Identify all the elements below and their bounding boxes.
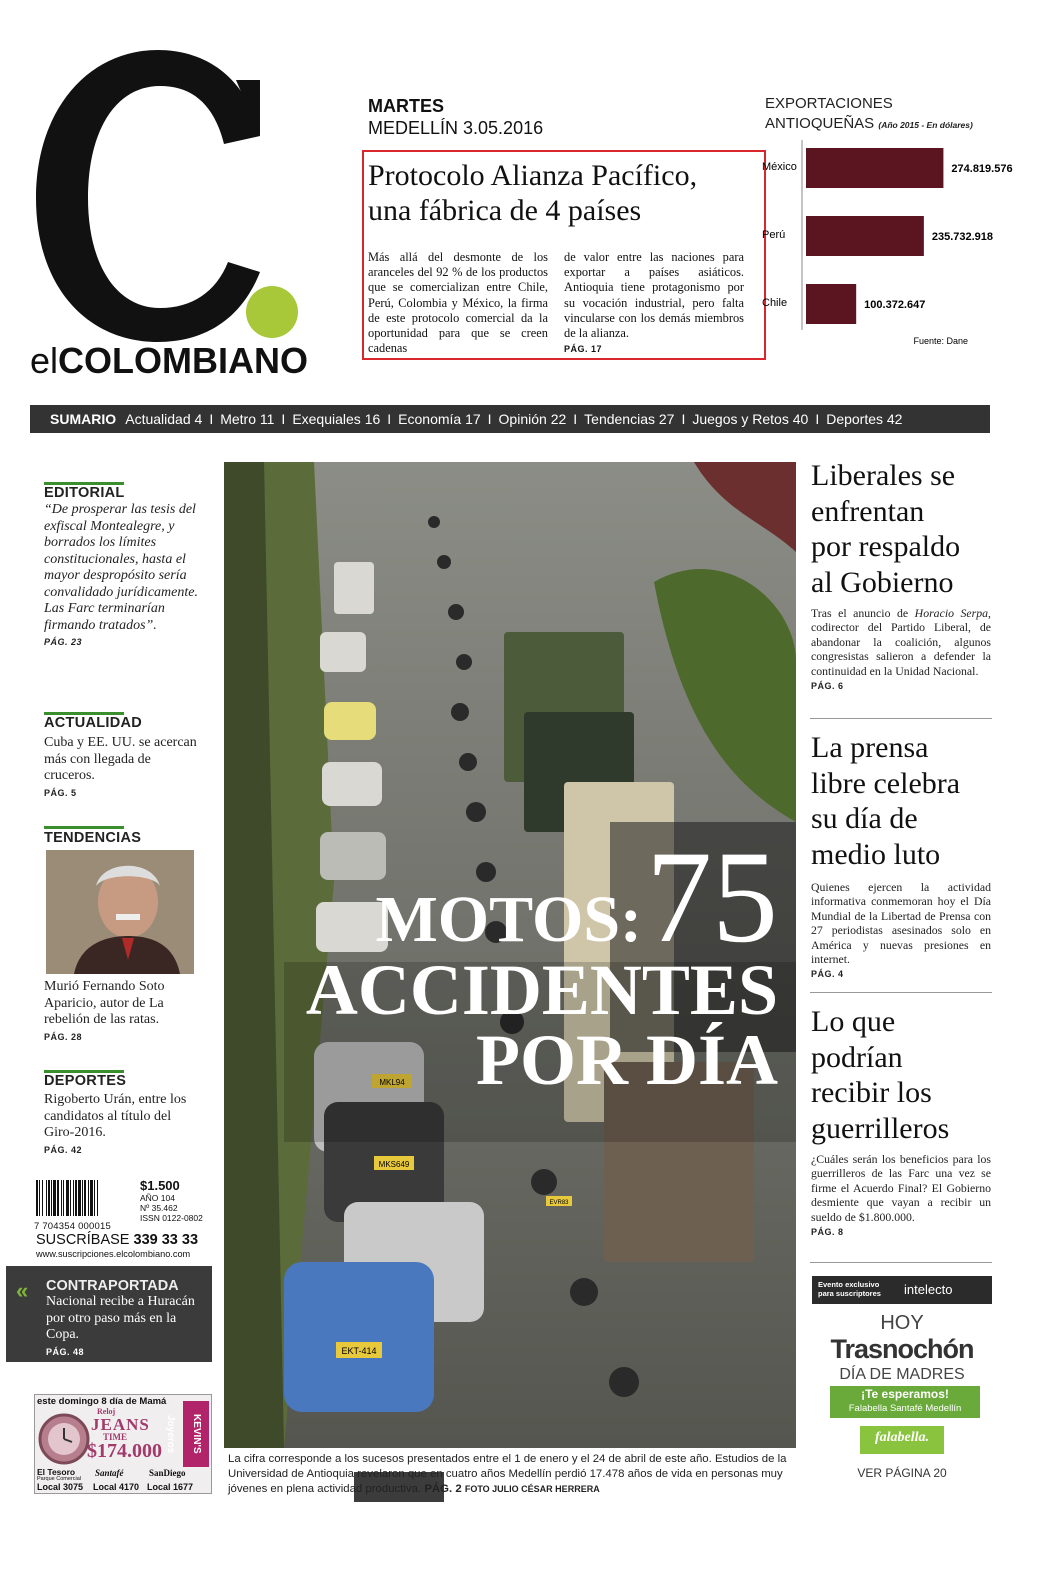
ad-mothers-day: este domingo 8 día de Mamá [37,1396,167,1407]
sumario-separator: I [487,411,492,427]
sumario-separator: I [815,411,820,427]
price: $1.500 [140,1178,180,1193]
svg-text:MKL94: MKL94 [379,1078,405,1087]
subscribe-url[interactable]: www.suscripciones.elcolombiano.com [36,1249,191,1259]
divider [810,992,992,993]
masthead-name: elCOLOMBIANO [30,340,309,381]
headline-por-dia: POR DÍA [476,1020,778,1100]
ad-price: $174.000 [87,1440,162,1462]
issue-info: AÑO 104 Nº 35.462 ISSN 0122-0802 [140,1193,203,1223]
sumario-separator: I [209,411,214,427]
tendencias-rule [44,826,124,829]
actualidad-label: ACTUALIDAD [44,715,143,731]
jeans-time-ad[interactable]: este domingo 8 día de Mamá Reloj JEANS TIME $174.000 KEVIN'S Joyeros El Tesoro Parque Comercial Local 3075 Santafé Local 4170 SanDiego Local 1677 [34,1394,212,1494]
main-headline[interactable] [305,823,778,1100]
svg-text:MKS649: MKS649 [378,1160,410,1169]
sumario-separator: I [573,411,578,427]
sumario-separator: I [681,411,686,427]
chart-value-label: 274.819.576 [951,163,1013,175]
photo-credit: FOTO JULIO CÉSAR HERRERA [464,1484,600,1494]
photo-caption: La cifra corresponde a los sucesos presentados entre el 1 de enero y el 24 de abril de este año. Estudios de la Universidad de Antioquia revelaron que en cuatro años Medellín perdió 17.478 años de vida en personas muy jóvenes en plena actividad productiva. PÁG. 2 FOTO JULIO CÉSAR HERRERA [228,1453,787,1495]
sumario-label: SUMARIO [50,411,117,427]
contraportada-teaser: Nacional recibe a Huracán por otro paso más en la Copa. PÁG. 48 [46,1294,195,1357]
chart-bar [806,284,856,324]
lead-headline[interactable]: Protocolo Alianza Pacífico, una fábrica de 4 países [368,159,698,227]
edition-date: MEDELLÍN 3.05.2016 [368,118,544,138]
svg-text:EVR83: EVR83 [549,1200,569,1206]
chart-value-label: 235.732.918 [931,231,994,243]
ad-trasnochon: Trasnochón [830,1334,974,1364]
ad-falabella: falabella. [874,1430,930,1445]
sumario-separator: I [387,411,392,427]
chart-bar [806,148,943,188]
main-photo-traffic[interactable] [224,462,796,1448]
tendencias-label: TENDENCIAS [44,830,142,846]
ad-intelecto: intelecto [904,1282,953,1297]
exports-bar-chart [762,140,1013,350]
trasnochon-ad[interactable]: Evento exclusivo para suscriptores intelecto HOY Trasnochón DÍA DE MADRES ¡Te esperamos! Falabella Santafé Medellín falabella. VER PÁGINA 20 [812,1276,992,1488]
el-colombiano-logo [28,40,298,350]
headline-accidentes: ACCIDENTES [305,950,778,1030]
edition-day: MARTES [368,96,444,116]
sumario-item[interactable]: Opinión 22 [498,411,567,427]
caption-page: PÁG. 2 [424,1483,462,1495]
editorial-label: EDITORIAL [44,485,125,501]
sumario-item[interactable]: Tendencias 27 [584,411,675,427]
subscribe-line[interactable]: SUSCRÍBASE 339 33 33 [36,1232,199,1248]
sumario-item[interactable]: Actualidad 4 [125,411,203,427]
lead-body-col-1: Más allá del desmonte de los aranceles del 92 % de los productos que se comercializan entre Chile, Perú, Colombia y México, la firma de este protocolo comercial da la oportunidad para que se creen cadenas [368,250,548,356]
sumario-item[interactable]: Juegos y Retos 40 [692,411,809,427]
tendencias-teaser[interactable]: Murió Fernando Soto Aparicio, autor de La rebelión de las ratas. PÁG. 28 [44,979,165,1042]
sumario-bar [30,405,990,433]
ad-ver-pagina: VER PÁGINA 20 [857,1466,947,1480]
fernando-soto-photo [46,850,194,974]
double-chevron-icon: « [16,1278,29,1303]
chart-subtitle: (Año 2015 - En dólares) [878,120,973,130]
ad-event-label: Evento exclusivo para suscriptores [818,1280,881,1298]
ad-kevins: KEVIN'S Joyeros [183,1401,209,1467]
story-guerrilleros-headline[interactable]: Lo que podrían recibir los guerrilleros [811,1005,950,1145]
sumario-separator: I [281,411,286,427]
story-prensa-headline[interactable]: La prensa libre celebra su día de medio luto [811,731,961,871]
divider [810,718,992,719]
divider [810,1262,992,1263]
chart-value-label: 100.372.647 [864,299,926,311]
sumario-item[interactable]: Economía 17 [398,411,481,427]
chart-bar [806,216,924,256]
barcode-digits: 7 704354 000015 [34,1221,111,1232]
story-liberales-body: Tras el anuncio de Horacio Serpa, codirector del Partido Liberal, de abandonar la coalición, algunos congresistas salieron a defender la continuidad en la Unidad Nacional. PÁG. 6 [811,606,991,692]
barcode [34,1180,136,1232]
svg-text:EKT-414: EKT-414 [341,1346,377,1356]
editorial-quote[interactable]: “De prosperar las tesis del exfiscal Montealegre, y borrados los límites constitucionales, hasta el mayor despropósito sería convalidado jurídicamente. Las Farc terminarían firmando tratados”. PÁG. 23 [44,502,198,647]
contraportada-label: CONTRAPORTADA [46,1278,179,1294]
lead-page-ref: PÁG. 17 [564,344,603,355]
lead-body-col-2: de valor entre las naciones para exportar a países asiáticos. Antioquia tiene protagonismo por su vocación industrial, pero falta vincularse con los demás miembros de la alianza. PÁG. 17 [564,250,744,355]
story-guerrilleros-body: ¿Cuáles serán los beneficios para los guerrilleros de las Farc una vez se firme el Acuerdo Final? El Gobierno desmiente que vayan a recibir un sueldo de $1.800.000. PÁG. 8 [811,1152,991,1238]
actualidad-teaser[interactable]: Cuba y EE. UU. se acercan más con llegada de cruceros. PÁG. 5 [44,735,197,798]
watch-icon [37,1411,91,1467]
sumario-item[interactable]: Metro 11 [220,411,275,427]
chart-category-label: Chile [762,297,788,309]
contraportada-box[interactable] [6,1266,212,1362]
chart-category-label: Perú [762,229,786,241]
sumario-item[interactable]: Exequiales 16 [292,411,381,427]
ad-brand-jeans: JEANS [91,1415,150,1434]
chart-source: Fuente: Dane [913,336,968,346]
sumario-item[interactable]: Deportes 42 [826,411,903,427]
story-liberales-headline[interactable]: Liberales se enfrentan por respaldo al Gobierno [811,459,961,599]
chart-category-label: México [762,161,797,173]
headline-75: 75 [646,823,778,970]
deportes-label: DEPORTES [44,1073,127,1089]
chart-title: EXPORTACIONES ANTIOQUEÑAS (Año 2015 - En dólares) [765,95,973,132]
deportes-teaser[interactable]: Rigoberto Urán, entre los candidatos al título del Giro-2016. PÁG. 42 [44,1092,187,1155]
headline-motos: MOTOS: [375,883,642,956]
story-prensa-body: Quienes ejercen la actividad informativa conmemoran hoy el Día Mundial de la Libertad de Prensa con 27 periodistas asesinados solo en América y nuevas presiones en internet. PÁG. 4 [811,880,991,980]
